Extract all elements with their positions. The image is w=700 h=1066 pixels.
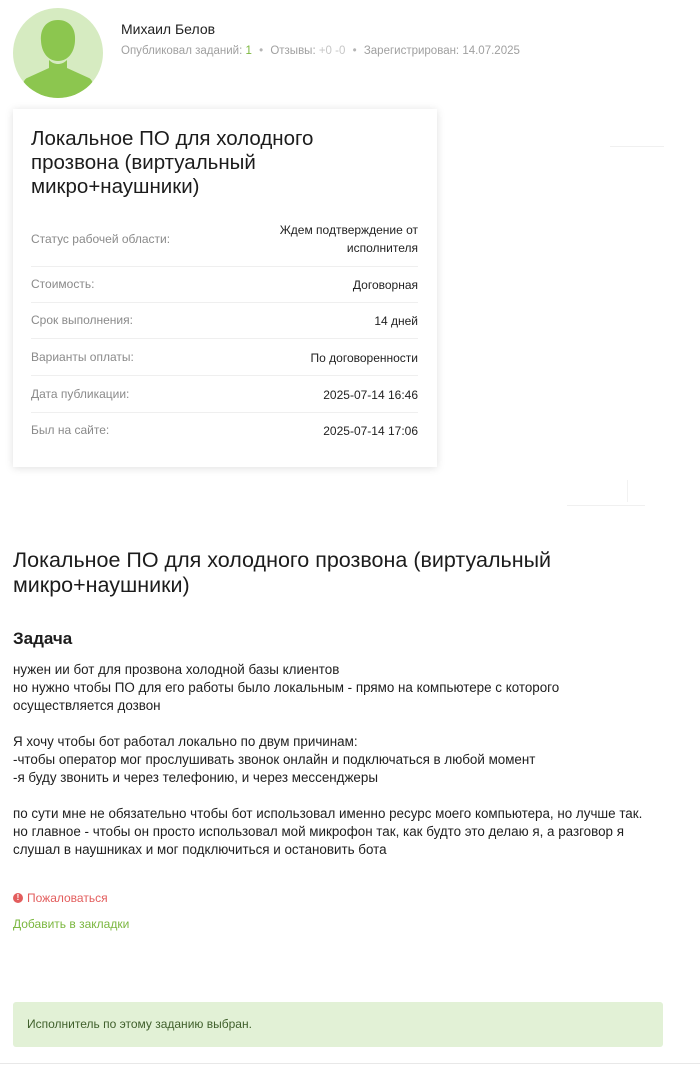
info-value: Ждем подтверждение от исполнителя bbox=[279, 223, 418, 255]
divider bbox=[0, 1063, 700, 1064]
report-label: Пожаловаться bbox=[27, 891, 108, 905]
info-label: Варианты оплаты: bbox=[31, 350, 134, 364]
add-bookmark-link[interactable]: Добавить в закладки bbox=[13, 917, 130, 931]
tasks-count[interactable]: 1 bbox=[245, 45, 252, 57]
alert-icon: ! bbox=[13, 893, 23, 903]
avatar[interactable] bbox=[13, 8, 103, 98]
info-value: 2025-07-14 16:46 bbox=[323, 388, 418, 402]
info-value: По договоренности bbox=[310, 351, 418, 365]
user-silhouette-icon bbox=[13, 8, 103, 98]
card-title: Локальное ПО для холодного прозвона (виртуальный микро+наушники) bbox=[31, 127, 314, 198]
divider bbox=[31, 375, 418, 376]
divider bbox=[610, 146, 664, 147]
info-row-status bbox=[31, 221, 418, 257]
reviews-label: Отзывы: bbox=[270, 45, 316, 57]
task-description: нужен ии бот для прозвона холодной базы клиентов но нужно чтобы ПО для его работы было локальным - прямо на компьютере с которого осуществляется дозвон Я хочу чтобы бот работал локально по двум причинам: -чтобы оператор мог прослушивать звонок онлайн и подключаться в любой момент -я буду звонить и через телефонию, и через мессенджеры по сути мне не обязательно чтобы бот использовал именно ресурс моего компьютера, но лучше так. но главное - чтобы он просто использовал мой микрофон так, как будто это делаю я, а разговор я слушал в наушниках и мог подключиться и остановить бота bbox=[13, 662, 643, 857]
section-heading: Задача bbox=[13, 629, 73, 648]
separator-dot: • bbox=[352, 45, 357, 57]
info-row-deadline bbox=[31, 313, 418, 329]
info-row-cost bbox=[31, 277, 418, 293]
user-meta bbox=[121, 45, 520, 57]
divider bbox=[31, 266, 418, 267]
divider bbox=[31, 302, 418, 303]
tasks-label: Опубликовал заданий: bbox=[121, 45, 243, 57]
info-label: Дата публикации: bbox=[31, 387, 130, 401]
registered-date: Зарегистрирован: 14.07.2025 bbox=[363, 45, 520, 57]
info-value: 14 дней bbox=[374, 314, 418, 328]
info-row-published bbox=[31, 387, 418, 403]
divider bbox=[31, 338, 418, 339]
info-label: Статус рабочей области: bbox=[31, 232, 171, 246]
info-label: Стоимость: bbox=[31, 277, 95, 291]
executor-selected-notice: Исполнитель по этому заданию выбран. bbox=[13, 1002, 663, 1047]
user-name[interactable]: Михаил Белов bbox=[121, 21, 216, 37]
info-row-payment bbox=[31, 350, 418, 366]
divider bbox=[627, 480, 628, 502]
report-link[interactable] bbox=[13, 891, 108, 905]
task-info-card bbox=[13, 109, 437, 467]
info-value: 2025-07-14 17:06 bbox=[323, 424, 418, 438]
divider bbox=[31, 412, 418, 413]
info-value: Договорная bbox=[352, 278, 418, 292]
info-row-last-seen bbox=[31, 423, 418, 439]
divider bbox=[567, 505, 645, 506]
separator-dot: • bbox=[259, 45, 264, 57]
reviews-value[interactable]: +0 -0 bbox=[318, 45, 346, 57]
info-label: Был на сайте: bbox=[31, 423, 110, 437]
info-label: Срок выполнения: bbox=[31, 313, 133, 327]
page-title: Локальное ПО для холодного прозвона (виртуальный микро+наушники) bbox=[13, 548, 552, 597]
